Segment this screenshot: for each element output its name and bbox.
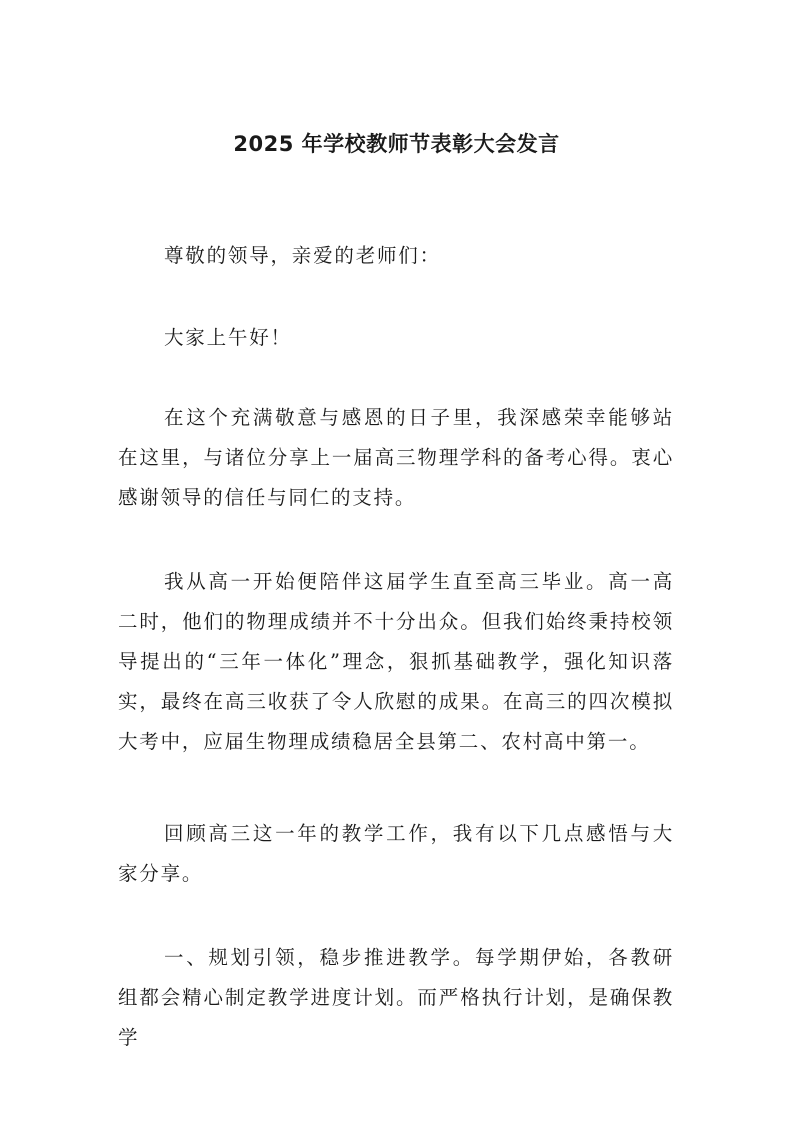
reflection-paragraph: 回顾高三这一年的教学工作，我有以下几点感悟与大家分享。 bbox=[118, 822, 674, 885]
intro-paragraph: 在这个充满敬意与感恩的日子里，我深感荣幸能够站在这里，与诸位分享上一届高三物理学科的备考心得。衷心感谢领导的信任与同仁的支持。 bbox=[118, 406, 674, 509]
salutation-paragraph: 尊敬的领导，亲爱的老师们： bbox=[164, 244, 441, 267]
greeting-paragraph: 大家上午好！ bbox=[164, 326, 292, 349]
page-title: 2025 年学校教师节表彰大会发言 bbox=[233, 132, 560, 156]
section-one-paragraph: 一、规划引领，稳步推进教学。每学期伊始，各教研组都会精心制定教学进度计划。而严格执行计划，是确保教学 bbox=[118, 946, 674, 1049]
achievement-paragraph: 我从高一开始便陪伴这届学生直至高三毕业。高一高二时，他们的物理成绩并不十分出众。但我们始终秉持校领导提出的“三年一体化”理念，狠抓基础教学，强化知识落实，最终在高三收获了令人欣慰的成果。在高三的四次模拟大考中，应届生物理成绩稳居全县第二、农村高中第一。 bbox=[118, 570, 674, 753]
